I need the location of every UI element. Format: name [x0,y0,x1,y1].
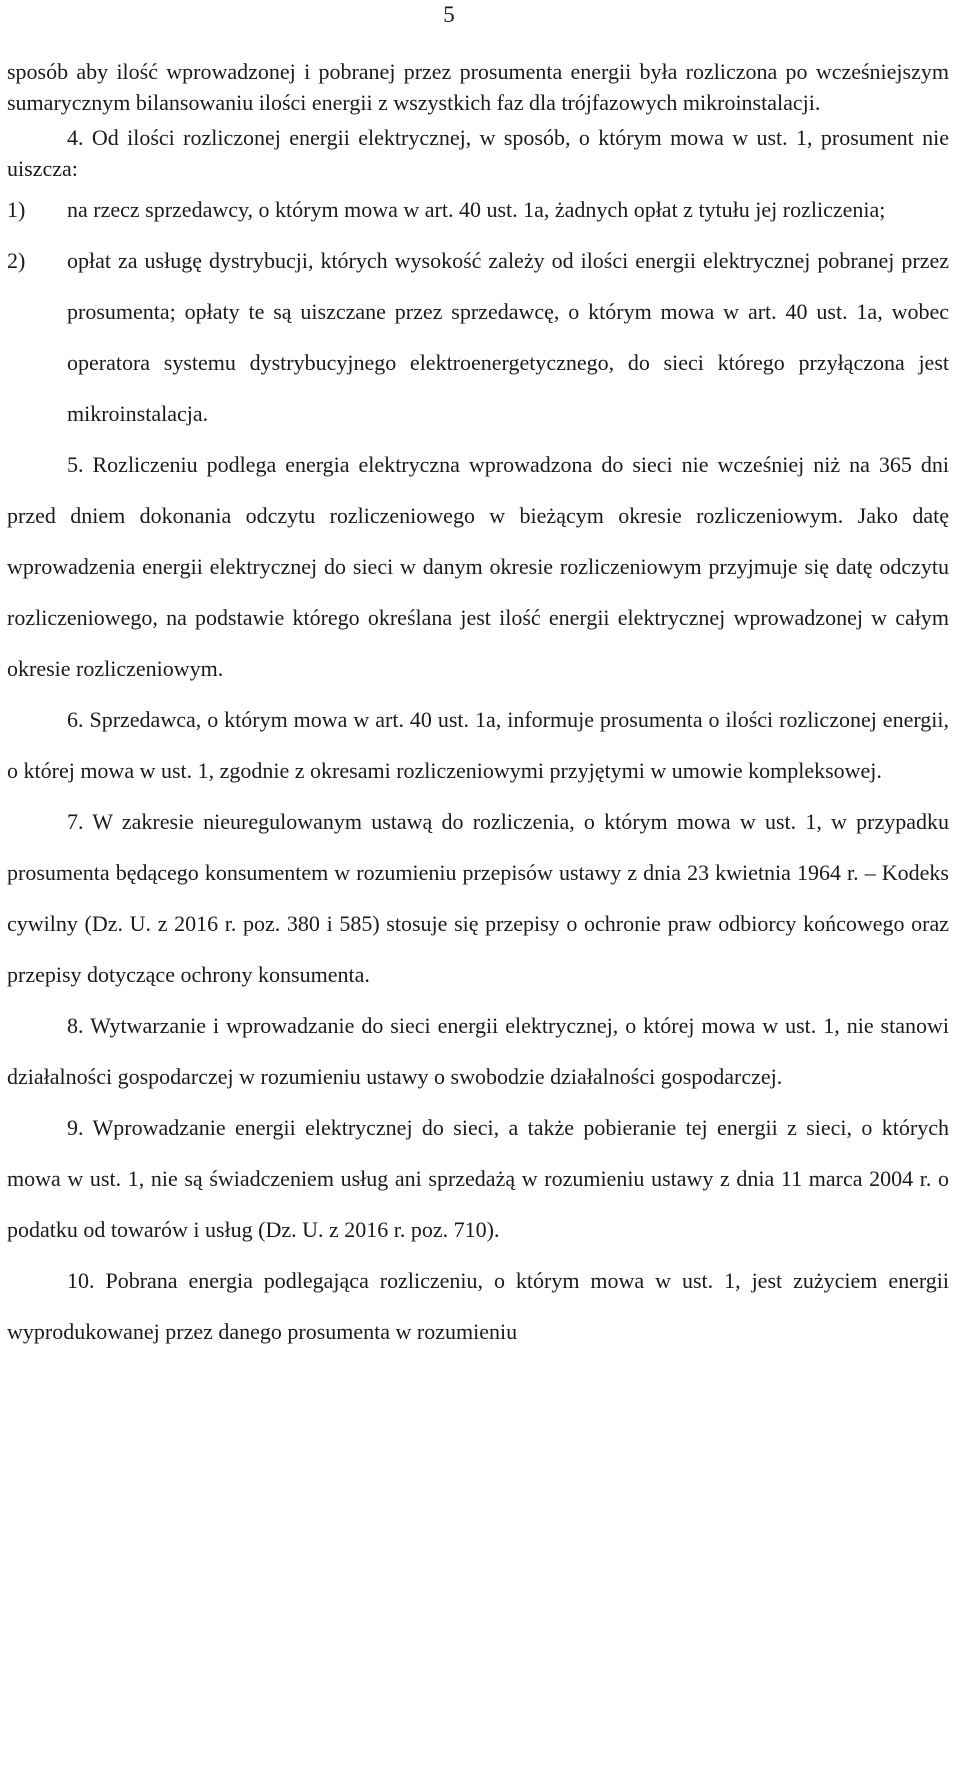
paragraph-6: 6. Sprzedawca, o którym mowa w art. 40 ust. 1a, informuje prosumenta o ilości rozliczonej energii, o której mowa w ust. 1, zgodnie z okresami rozliczeniowymi przyjętymi w umowie kompleksowej. [7,707,949,783]
list-item-number: 2) [7,248,26,273]
list-item-text: na rzecz sprzedawcy, o którym mowa w art. 40 ust. 1a, żadnych opłat z tytułu jej rozliczenia; [67,197,886,222]
paragraph-5: 5. Rozliczeniu podlega energia elektryczna wprowadzona do sieci nie wcześniej niż na 365 dni przed dniem dokonania odczytu rozliczeniowego w bieżącym okresie rozliczeniowym. Jako datę wprowadzenia energii elektrycznej do sieci w danym okresie rozliczeniowym przyjmuje się datę odczytu rozliczeniowego, na podstawie którego określana jest ilość energii elektrycznej wprowadzonej w całym okresie rozliczeniowym. [7,452,949,681]
paragraph-4: 4. Od ilości rozliczonej energii elektrycznej, w sposób, o którym mowa w ust. 1, prosument nie uiszcza: [7,125,949,181]
document-body [7,56,949,1357]
list-item-1 [7,184,949,235]
paragraph-10: 10. Pobrana energia podlegająca rozliczeniu, o którym mowa w ust. 1, jest zużyciem energii wyprodukowanej przez danego prosumenta w rozumieniu [7,1268,949,1344]
intro-paragraph: sposób aby ilość wprowadzonej i pobranej przez prosumenta energii była rozliczona po wcześniejszym sumarycznym bilansowaniu ilości energii z wszystkich faz dla trójfazowych mikroinstalacji. [7,59,949,115]
list-item-text: opłat za usługę dystrybucji, których wysokość zależy od ilości energii elektrycznej pobranej przez prosumenta; opłaty te są uiszczane przez sprzedawcę, o którym mowa w art. 40 ust. 1a, wobec operatora systemu dystrybucyjnego elektroenergetycznego, do sieci którego przyłączona jest mikroinstalacja. [67,248,949,426]
list-item-2 [7,235,949,439]
paragraph-7: 7. W zakresie nieuregulowanym ustawą do rozliczenia, o którym mowa w ust. 1, w przypadku prosumenta będącego konsumentem w rozumieniu przepisów ustawy z dnia 23 kwietnia 1964 r. – Kodeks cywilny (Dz. U. z 2016 r. poz. 380 i 585) stosuje się przepisy o ochronie praw odbiorcy końcowego oraz przepisy dotyczące ochrony konsumenta. [7,809,949,987]
list-item-number: 1) [7,197,26,222]
page-number: 5 [443,2,455,27]
paragraph-8: 8. Wytwarzanie i wprowadzanie do sieci energii elektrycznej, o której mowa w ust. 1, nie stanowi działalności gospodarczej w rozumieniu ustawy o swobodzie działalności gospodarczej. [7,1013,949,1089]
paragraph-9: 9. Wprowadzanie energii elektrycznej do sieci, a także pobieranie tej energii z sieci, o których mowa w ust. 1, nie są świadczeniem usług ani sprzedażą w rozumieniu ustawy z dnia 11 marca 2004 r. o podatku od towarów i usług (Dz. U. z 2016 r. poz. 710). [7,1115,949,1242]
